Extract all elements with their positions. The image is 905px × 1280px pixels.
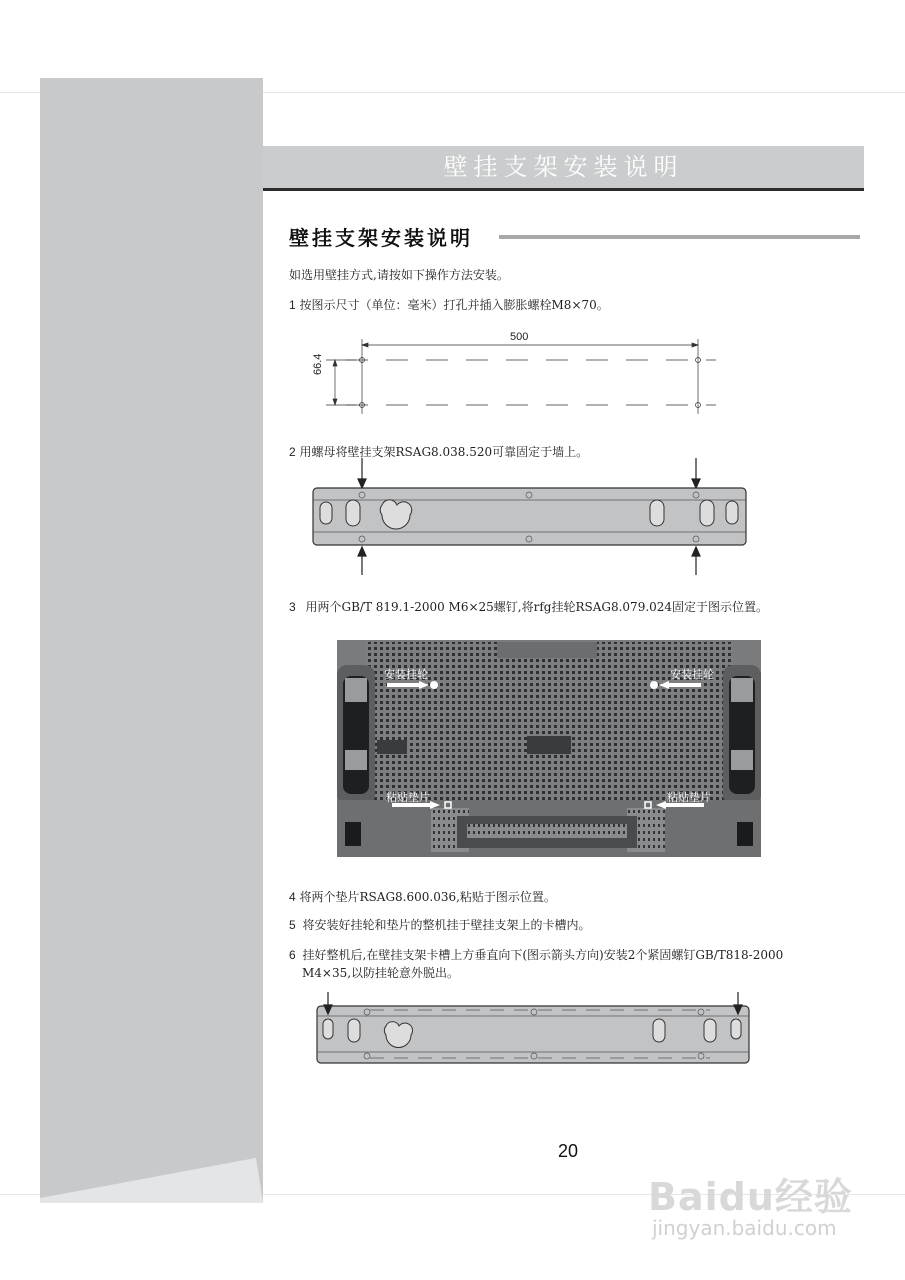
wall-bracket-diagram <box>300 455 760 580</box>
step-1-num: 1 <box>289 298 296 312</box>
step-2-num: 2 <box>289 445 296 459</box>
step-3-text: 用两个GB/T 819.1-2000 M6×25螺钉,将rfg挂轮RSAG8.079.024固定于图示位置。 <box>305 600 769 614</box>
step-4-text: 将两个垫片RSAG8.600.036,粘贴于图示位置。 <box>299 890 556 904</box>
banner-title: 壁挂支架安装说明 <box>443 153 684 181</box>
step-6-num: 6 <box>289 948 296 962</box>
step-1-text: 按图示尺寸（单位：毫米）打孔并插入膨胀螺栓M8×70。 <box>299 298 609 312</box>
page-number: 20 <box>557 1141 579 1161</box>
bracket-with-screws-diagram <box>310 990 760 1070</box>
step-5 <box>289 916 591 933</box>
step-6 <box>289 946 783 963</box>
left-decor-panel <box>40 78 263 1203</box>
step-1 <box>289 296 609 313</box>
step-3 <box>289 598 768 615</box>
watermark-logo: Baidu经验 <box>648 1175 853 1219</box>
hole-layout-diagram <box>318 330 718 420</box>
left-panel-wedge <box>40 1150 263 1203</box>
intro-text: 如选用壁挂方式,请按如下操作方法安装。 <box>289 268 509 282</box>
watermark-url: jingyan.baidu.com <box>652 1216 837 1240</box>
wheel-label-left: 安装挂轮 <box>384 668 428 681</box>
section-title-rule <box>499 235 860 239</box>
width-dimension-label: 500 <box>510 331 529 343</box>
step-4-num: 4 <box>289 890 296 904</box>
step-6-text: 挂好整机后,在壁挂支架卡槽上方垂直向下(图示箭头方向)安装2个紧固螺钉GB/T818-2000 <box>302 948 784 962</box>
pad-label-right: 粘贴垫片 <box>667 791 711 804</box>
header-banner-rule <box>263 188 864 191</box>
step-6-continued: M4×35,以防挂轮意外脱出。 <box>302 966 460 980</box>
step-3-num: 3 <box>289 600 296 614</box>
step-5-num: 5 <box>289 918 296 932</box>
height-dimension-label: 66.4 <box>312 353 324 375</box>
section-title: 壁挂支架安装说明 <box>289 226 473 250</box>
step-2-text: 用螺母将壁挂支架RSAG8.038.520可靠固定于墙上。 <box>299 445 589 459</box>
pad-label-left: 粘贴垫片 <box>386 791 430 804</box>
step-4 <box>289 888 556 905</box>
step-5-text: 将安装好挂轮和垫片的整机挂于壁挂支架上的卡槽内。 <box>302 918 591 932</box>
wheel-label-right: 安装挂轮 <box>670 668 714 681</box>
